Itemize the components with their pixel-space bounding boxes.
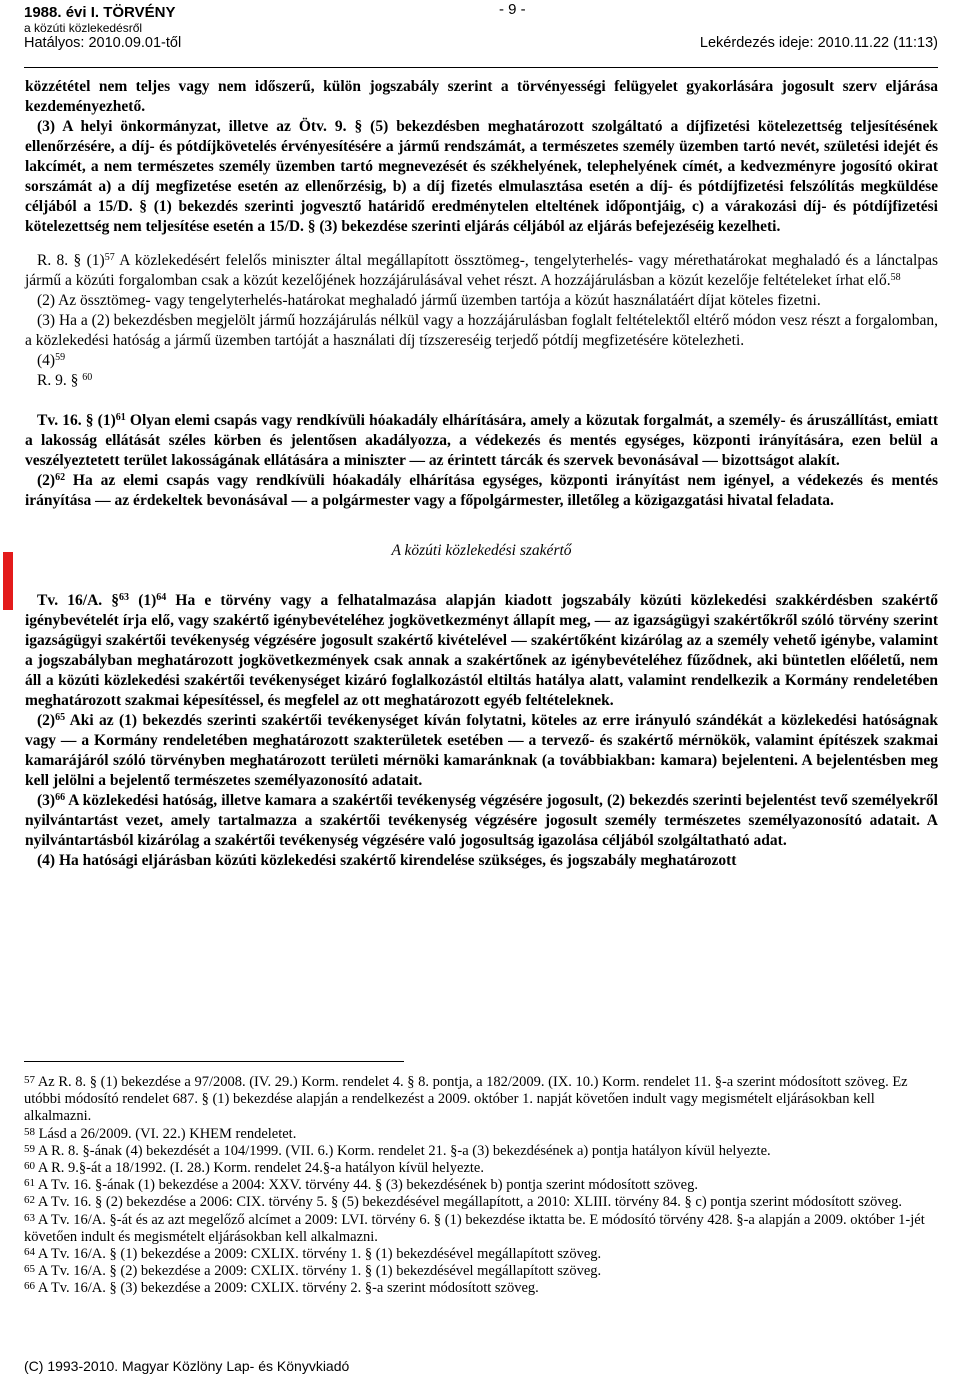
footnote: $^{59}$ A R. 8. §-ának (4) bekezdését a 104/1999. (VII. 6.) Korm. rendelet 21. §-a (3) bekezdésének a) pontja hatályon kívül helyezte.: [24, 1142, 771, 1159]
paragraph: R. 8. § $(1)^{57}$ A közlekedésért felelős miniszter által megállapított össztömeg-, tengelyterhelés- vagy mérethatárokat meghaladó és a lánctalpas jármű a közúti forgalomban csak a közút kezelőjének hozzájárulásával vehet részt. A hozzájárulásban a közút kezelője feltételeket írhat elő.$^{58}$: [25, 252, 938, 289]
header-divider: [24, 67, 938, 68]
footnotes: [24, 1074, 938, 1298]
paragraph: $(3)^{66}$ A közlekedési hatóság, illetve kamara a szakértői tevékenység végzésére jogosult, (2) bekezdés szerinti bejelentést tevő személyekről nyilvántartást vezet, amely tartalmazza a szakértői tevékenység végzésére jogosult személy természetes személyazonosító adatait. A nyilvántartásból kizárólag a szakértői tevékenység végzésére való jogosultság igazolása céljából szolgáltatható adat.: [25, 792, 938, 849]
footnote-divider: [24, 1061, 404, 1062]
change-marker: [3, 552, 13, 610]
law-subtitle: a közúti közlekedésről: [24, 21, 143, 35]
paragraph: $(2)^{65}$ Aki az (1) bekezdés szerinti szakértői tevékenységet kíván folytatni, köteles az erre irányuló szándékát a közlekedési hatóságnak vagy — a Kormány rendeletében meghatározott szakterületek esetében — a tervező- és szakértő mérnökök, valamint építészek szakmai kamarájáról szóló törvényben meghatározott területi mérnöki kamaránknak (a továbbiakban: kamara) bejelenteni. A bejelentésben meg kell jelölni a bejelentő természetes személyazonosító adatait.: [25, 712, 938, 789]
footnote-ref[interactable]: 58: [890, 272, 901, 283]
header-meta-row: [24, 35, 938, 52]
paragraph: (2) Az össztömeg- vagy tengelyterhelés-határokat meghaladó jármű üzemben tartója a közút használatáért díjat köteles fizetni.: [37, 292, 821, 309]
footnote-ref[interactable]: 60: [82, 372, 93, 383]
paragraph: R. 9. § $^{60}$: [37, 372, 93, 389]
effective-date: Hatályos: 2010.09.01-től: [24, 35, 182, 51]
copyright-footer: (C) 1993-2010. Magyar Közlöny Lap- és Könyvkiadó: [24, 1358, 350, 1374]
footnote: $^{65}$ A Tv. 16/A. § (2) bekezdése a 2009: CXLIX. törvény 1. § (1) bekezdésével megállapított szöveg.: [24, 1263, 602, 1280]
paragraph: $(2)^{62}$ Ha az elemi csapás vagy rendkívüli hóakadály elhárítása egységes, központi irányítást nem igényel, a védekezés és mentés irányítása — az érdekeltek bevonásával — a polgármester vagy a főpolgármester, illetőleg a közigazgatási hivatal feladata.: [25, 472, 938, 509]
footnote-ref[interactable]: 59: [55, 352, 66, 363]
footnote: $^{66}$ A Tv. 16/A. § (3) bekezdése a 2009: CXLIX. törvény 2. §-a szerint módosított szöveg.: [24, 1280, 539, 1297]
paragraph: (4) Ha hatósági eljárásban közúti közlekedési szakértő kirendelése szükséges, és jogszabály meghatározott: [37, 852, 737, 869]
paragraph: Tv. 16. § $(1)^{61}$ Olyan elemi csapás vagy rendkívüli hóakadály elhárítására, amely a közutak forgalmát, a személy- és áruszállítást, emiatt a lakosság ellátását széles körben és jelentősen akadályozza, a védekezés és mentés egységes, központi irányítására, ezen belül a veszélyeztetett terület lakosságának ellátására a miniszter — az érintett tárcák és szervek bevonásával — bizottságot alakít.: [25, 412, 938, 469]
footnote-ref[interactable]: 61: [115, 412, 126, 423]
paragraph: (3) A helyi önkormányzat, illetve az Ötv. 9. § (5) bekezdésben meghatározott szolgáltató a díjfizetési kötelezettség teljesítésének ellenőrzésére, a díj- és pótdíjkövetelés érvényesítésére a jármű rendszámát, a természetes személy üzemben tartó nevét, születési idejét és lakcímét, a nem természetes személy üzemben tartó megnevezését és székhelyének, telephelyének címét, a kedvezményre jogosító okirat sorszámát a) a díj megfizetése esetén az ellenőrzésig, b) a díj fizetés elmulasztása esetén a díj- és pótdíjfizetési felszólítás megküldése céljából a 15/D. § (1) bekezdés szerinti jogvesztő határidő eredménytelen elteltének időpontjáig, c) a várakozási díj- és pótdíjfizetési kötelezettség nem teljesítése esetén a 15/D. § (3) bekezdése szerinti eljárás céljából az eljárás befejezéséig kezelheti.: [25, 118, 938, 235]
footnote-ref[interactable]: 65: [55, 712, 66, 723]
footnote-ref[interactable]: 57: [104, 252, 115, 263]
footnote: $^{61}$ A Tv. 16. §-ának (1) bekezdése a 2004: XXV. törvény 44. § (3) bekezdésének b) pontja szerint módosított szöveg.: [24, 1177, 698, 1194]
query-date: Lekérdezés ideje: 2010.11.22 (11:13): [699, 35, 938, 51]
document-body: [25, 77, 938, 871]
paragraph: Tv. 16/A. §$^{63}$ $(1)^{64}$ Ha e törvény vagy a felhatalmazása alapján kiadott jogszabály közúti közlekedési szakkérdésben szakértő igénybevételét írja elő, vagy szakértő igénybevételéhez jogkövetkezményt állapít meg, — az igazságügyi szakértőkről szóló törvény szerint igazságügyi szakértői tevékenység végzésére jogosult szakértő kivételével — szakértőként kizárólag az a személy vehető igénybe, valamint a jogszabályban meghatározott jogkövetkezmények csak annak a szakértőnek az igénybevételéhez fűződnek, aki büntetlen előéletű, nem áll a közúti közlekedési szakértői tevékenységet kizáró foglalkozástól eltiltás hatálya alatt, valamint rendelkezik a Kormány rendeletében meghatározott szakmai képesítéssel, és megfelel az ott meghatározott egyéb feltételeknek.: [25, 592, 938, 709]
section-title: A közúti közlekedési szakértő: [391, 542, 572, 559]
footnote-ref[interactable]: 64: [156, 592, 167, 603]
paragraph: (3) Ha a (2) bekezdésben megjelölt jármű hozzájárulás nélkül vagy a hozzájárulásban foglalt feltételektől eltérő módon vesz részt a forgalomban, a közlekedési hatóság a jármű üzemben tartóját a használati díj tízszereséig terjedő pótdíj megfizetésére kötelezheti.: [25, 312, 938, 349]
footnote: $^{62}$ A Tv. 16. § (2) bekezdése a 2006: CIX. törvény 5. § (5) bekezdésével megállapított, a 2010: XLIII. törvény 84. § c) pontja szerint módosított szöveg.: [24, 1194, 902, 1211]
footnote: $^{64}$ A Tv. 16/A. § (1) bekezdése a 2009: CXLIX. törvény 1. § (1) bekezdésével megállapított szöveg.: [24, 1246, 602, 1263]
footnote: $^{57}$ Az R. 8. § (1) bekezdése a 97/2008. (IV. 29.) Korm. rendelet 4. § 8. pontja, a 182/2009. (IX. 10.) Korm. rendelet 11. §-a szerint módosított szöveg. Ez utóbbi módosító rendelet 687. § (1) bekezdése alapján a rendelkezést a 2009. október 1. napját követően indult vagy megismételt eljárásokban kell alkalmazni.: [24, 1074, 908, 1125]
footnote-ref[interactable]: 63: [119, 592, 130, 603]
footnote: $^{60}$ A R. 9.§-át a 18/1992. (I. 28.) Korm. rendelet 24.§-a hatályon kívül helyezte.: [24, 1160, 484, 1177]
footnote-ref[interactable]: 66: [55, 792, 66, 803]
footnote: $^{63}$ A Tv. 16/A. §-át és az azt megelőző alcímet a 2009: LVI. törvény 6. § (1) bekezdése iktatta be. E módosító törvény 428. §-a alapján a 2009. október 1-jét követően indult és megismételt eljárásokban kell alkalmazni.: [24, 1211, 925, 1245]
page-header: [24, 1, 938, 52]
paragraph: közzététel nem teljes vagy nem időszerű, külön jogszabály szerint a törvényességi felügyelet gyakorlására jogosult szerv eljárása kezdeményezhető.: [25, 78, 938, 115]
page-number: - 9 -: [499, 1, 526, 18]
law-title: 1988. évi I. TÖRVÉNY: [24, 4, 176, 21]
footnote: $^{58}$ Lásd a 26/2009. (VI. 22.) KHEM rendeletet.: [24, 1125, 297, 1142]
footnote-ref[interactable]: 62: [55, 472, 66, 483]
paragraph: $(4)^{59}$: [37, 352, 66, 369]
